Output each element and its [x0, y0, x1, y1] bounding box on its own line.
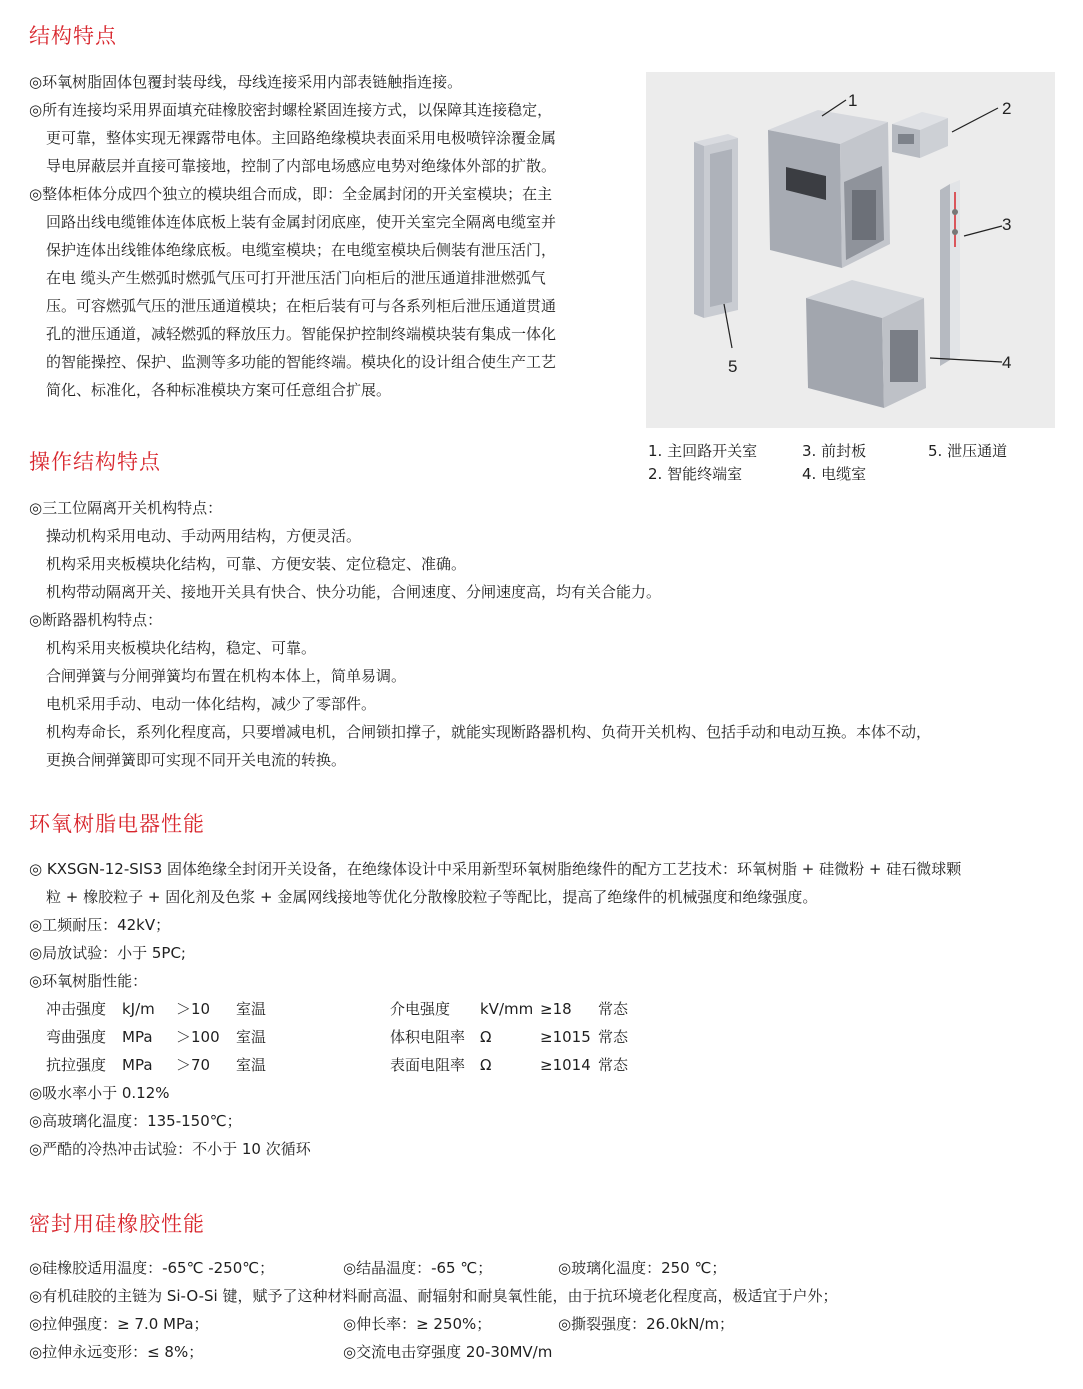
text-line: ◎工频耐压：42kV； [29, 916, 171, 934]
epoxy-intro [29, 855, 1059, 995]
text-line: 更可靠，整体实现无裸露带电体。主回路绝缘模块表面采用电极喷锌涂覆金属 [46, 129, 557, 147]
text-line: ◎断路器机构特点： [29, 611, 163, 629]
structure-text [29, 68, 629, 404]
label-3: 3 [1002, 215, 1012, 234]
silicone-breakdown: ◎交流电击穿强度 20-30MV/m [343, 1343, 553, 1361]
silicone-chain: ◎有机硅胶的主链为 Si-O-Si 键，赋予了这种材料耐高温、耐辐射和耐臭氧性能，由于抗环境老化程度高，极适宜于户外； [29, 1287, 838, 1305]
text-line: 机构采用夹板模块化结构，稳定、可靠。 [46, 639, 317, 657]
cable-room-module [806, 280, 926, 408]
silicone-set: ◎拉伸永远变形：≤ 8%； [29, 1343, 204, 1361]
text-line: ◎高玻璃化温度：135-150℃； [29, 1112, 242, 1130]
silicone-tensile: ◎拉伸强度：≥ 7.0 MPa； [29, 1315, 209, 1333]
text-line: 机构寿命长，系列化程度高，只要增减电机，合闸锁扣撑子，就能实现断路器机构、负荷开关机构、包括手动和电动互换。本体不动， [46, 723, 932, 741]
text-line: ◎所有连接均采用界面填充硅橡胶密封螺栓紧固连接方式，以保障其连接稳定， [29, 101, 553, 119]
label-5: 5 [728, 357, 738, 376]
caption-1: 1. 主回路开关室 [648, 442, 758, 460]
text-line: ◎吸水率小于 0.12% [29, 1084, 170, 1102]
silicone-glass-temp: ◎玻璃化温度：250 ℃； [558, 1259, 727, 1277]
text-line: 合闸弹簧与分闸弹簧均布置在机构本体上，简单易调。 [46, 667, 407, 685]
text-line: 在电 缆头产生燃弧时燃弧气压可打开泄压活门向柜后的泄压通道排泄燃弧气 [46, 269, 546, 287]
epoxy-tail [29, 1079, 629, 1163]
text-line: 导电屏蔽层并直接可靠接地，控制了内部电场感应电势对绝缘体外部的扩散。 [46, 157, 557, 175]
label-4: 4 [1002, 353, 1012, 372]
text-line: 压。可容燃弧气压的泄压通道模块；在柜后装有可与各系列柜后泄压通道贯通 [46, 297, 557, 315]
main-switch-room-module [768, 110, 890, 268]
table-row: 冲击强度 kJ/m ＞10 室温 [46, 1000, 267, 1018]
text-line: 孔的泄压通道，减轻燃弧的释放压力。智能保护控制终端模块装有集成一体化 [46, 325, 557, 343]
text-line: 操动机构采用电动、手动两用结构，方便灵活。 [46, 527, 362, 545]
silicone-crystal-temp: ◎结晶温度：-65 ℃； [343, 1259, 493, 1277]
silicone-tear: ◎撕裂强度：26.0kN/m； [558, 1315, 735, 1333]
section-title-operation: 操作结构特点 [29, 450, 161, 474]
caption-4: 4. 电缆室 [802, 465, 867, 483]
text-line: ◎三工位隔离开关机构特点： [29, 499, 223, 517]
caption-2: 2. 智能终端室 [648, 465, 743, 483]
text-line: ◎环氧树脂性能： [29, 972, 148, 990]
table-row: 介电强度 kV/mm ≥18 常态 [390, 1000, 629, 1018]
section-title-silicone: 密封用硅橡胶性能 [29, 1212, 205, 1236]
switchgear-diagram [646, 72, 1055, 428]
caption-3: 3. 前封板 [802, 442, 867, 460]
pressure-relief-channel-module [694, 134, 738, 318]
front-cover-module [940, 180, 960, 366]
text-line: ◎ KXSGN-12-SIS3 固体绝缘全封闭开关设备，在绝缘体设计中采用新型环氧树脂绝缘件的配方工艺技术：环氧树脂 + 硅微粉 + 硅石微球颗 [29, 860, 962, 878]
label-1: 1 [848, 91, 858, 110]
text-line: ◎局放试验：小于 5PC; [29, 944, 186, 962]
text-line: 的智能操控、保护、监测等多功能的智能终端。模块化的设计组合使生产工艺 [46, 353, 557, 371]
caption-5: 5. 泄压通道 [928, 442, 1008, 460]
table-row: 抗拉强度 MPa ＞70 室温 [46, 1056, 267, 1074]
text-line: 更换合闸弹簧即可实现不同开关电流的转换。 [46, 751, 347, 769]
table-row: 弯曲强度 MPa ＞100 室温 [46, 1028, 267, 1046]
operation-text [29, 494, 1059, 774]
section-title-structure: 结构特点 [29, 24, 117, 48]
silicone-temp: ◎硅橡胶适用温度：-65℃ -250℃； [29, 1259, 275, 1277]
table-row: 表面电阻率 Ω ≥1014 常态 [390, 1056, 629, 1074]
text-line: 简化、标准化，各种标准模块方案可任意组合扩展。 [46, 381, 392, 399]
silicone-elongation: ◎伸长率：≥ 250%； [343, 1315, 492, 1333]
section-title-epoxy: 环氧树脂电器性能 [29, 812, 205, 836]
label-2: 2 [1002, 99, 1012, 118]
text-line: 粒 + 橡胶粒子 + 固化剂及色浆 + 金属网线接地等优化分散橡胶粒子等配比，提高了绝缘件的机械强度和绝缘强度。 [46, 888, 818, 906]
text-line: ◎严酷的冷热冲击试验：不小于 10 次循环 [29, 1140, 311, 1158]
switchgear-exploded-figure [646, 72, 1055, 428]
text-line: 保护连体出线锥体绝缘底板。电缆室模块；在电缆室模块后侧装有泄压活门， [46, 241, 557, 259]
text-line: 机构采用夹板模块化结构，可靠、方便安装、定位稳定、准确。 [46, 555, 467, 573]
text-line: ◎整体柜体分成四个独立的模块组合而成，即：全金属封闭的开关室模块；在主 [29, 185, 553, 203]
intelligent-terminal-module [892, 112, 948, 158]
text-line: 电机采用手动、电动一体化结构，减少了零部件。 [46, 695, 377, 713]
text-line: ◎环氧树脂固体包覆封装母线，母线连接采用内部表链触指连接。 [29, 73, 463, 91]
text-line: 机构带动隔离开关、接地开关具有快合、快分功能，合闸速度、分闸速度高，均有关合能力。 [46, 583, 662, 601]
text-line: 回路出线电缆锥体连体底板上装有金属封闭底座，使开关室完全隔离电缆室并 [46, 213, 557, 231]
table-row: 体积电阻率 Ω ≥1015 常态 [390, 1028, 629, 1046]
